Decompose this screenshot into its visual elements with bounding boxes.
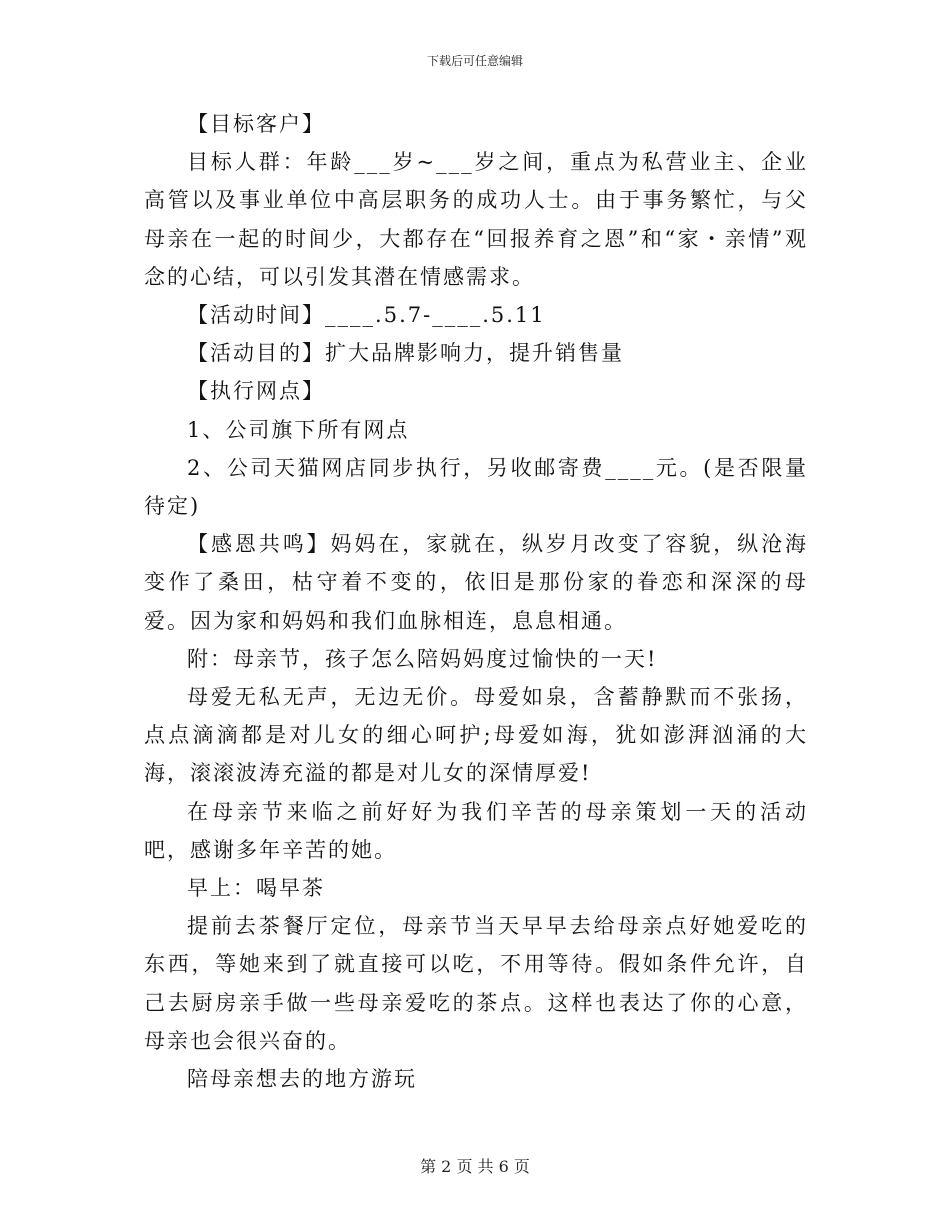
section-heading-target-customers: 【目标客户】 — [187, 112, 326, 136]
paragraph-travel: 陪母亲想去的地方游玩 — [187, 1067, 418, 1092]
paragraph-target-audience: 目标人群：年龄___岁~___岁之间，重点为私营业主、企业高管以及事业单位中高层职务的成功人士。由于事务繁忙，与父母亲在一起的时间少，大都存在“回报养育之恩”和“家・亲情”观念的心结，可以引发其潜在情感需求。 — [144, 150, 808, 289]
page-header: 下载后可任意编辑 — [426, 54, 523, 68]
section-heading-execution-outlets: 【执行网点】 — [187, 379, 326, 404]
page-footer-page-number: 第 2 页 共 6 页 — [420, 1157, 530, 1176]
paragraph-activity-time: 【活动时间】____.5.7-____.5.11 — [187, 303, 546, 328]
list-item-outlets-1: 1、公司旗下所有网点 — [187, 417, 410, 442]
paragraph-tea-details: 提前去茶餐厅定位，母亲节当天早早去给母亲点好她爱吃的东西，等她来到了就直接可以吃，不用等待。假如条件允许，自己去厨房亲手做一些母亲爱吃的茶点。这样也表达了你的心意，母亲也会很兴奋的。 — [144, 914, 808, 1053]
list-item-outlets-2: 2、公司天猫网店同步执行，另收邮寄费____元。(是否限量待定) — [144, 455, 808, 519]
document-body — [144, 105, 808, 1098]
paragraph-gratitude-resonance: 【感恩共鸣】妈妈在，家就在，纵岁月改变了容貌，纵沧海变作了桑田，枯守着不变的，依旧是那份家的眷恋和深深的母爱。因为家和妈妈和我们血脉相连，息息相通。 — [144, 532, 808, 633]
paragraph-morning-tea: 早上：喝早茶 — [187, 876, 326, 901]
paragraph-maternal-love: 母爱无私无声，无边无价。母爱如泉，含蓄静默而不张扬，点点滴滴都是对儿女的细心呵护;母爱如海，犹如澎湃汹涌的大海，滚滚波涛充溢的都是对儿女的深情厚爱! — [144, 685, 808, 786]
paragraph-plan-activity: 在母亲节来临之前好好为我们辛苦的母亲策划一天的活动吧，感谢多年辛苦的她。 — [144, 799, 808, 862]
paragraph-appendix-title: 附：母亲节，孩子怎么陪妈妈度过愉快的一天! — [187, 646, 658, 671]
paragraph-activity-purpose: 【活动目的】扩大品牌影响力，提升销售量 — [187, 341, 625, 366]
